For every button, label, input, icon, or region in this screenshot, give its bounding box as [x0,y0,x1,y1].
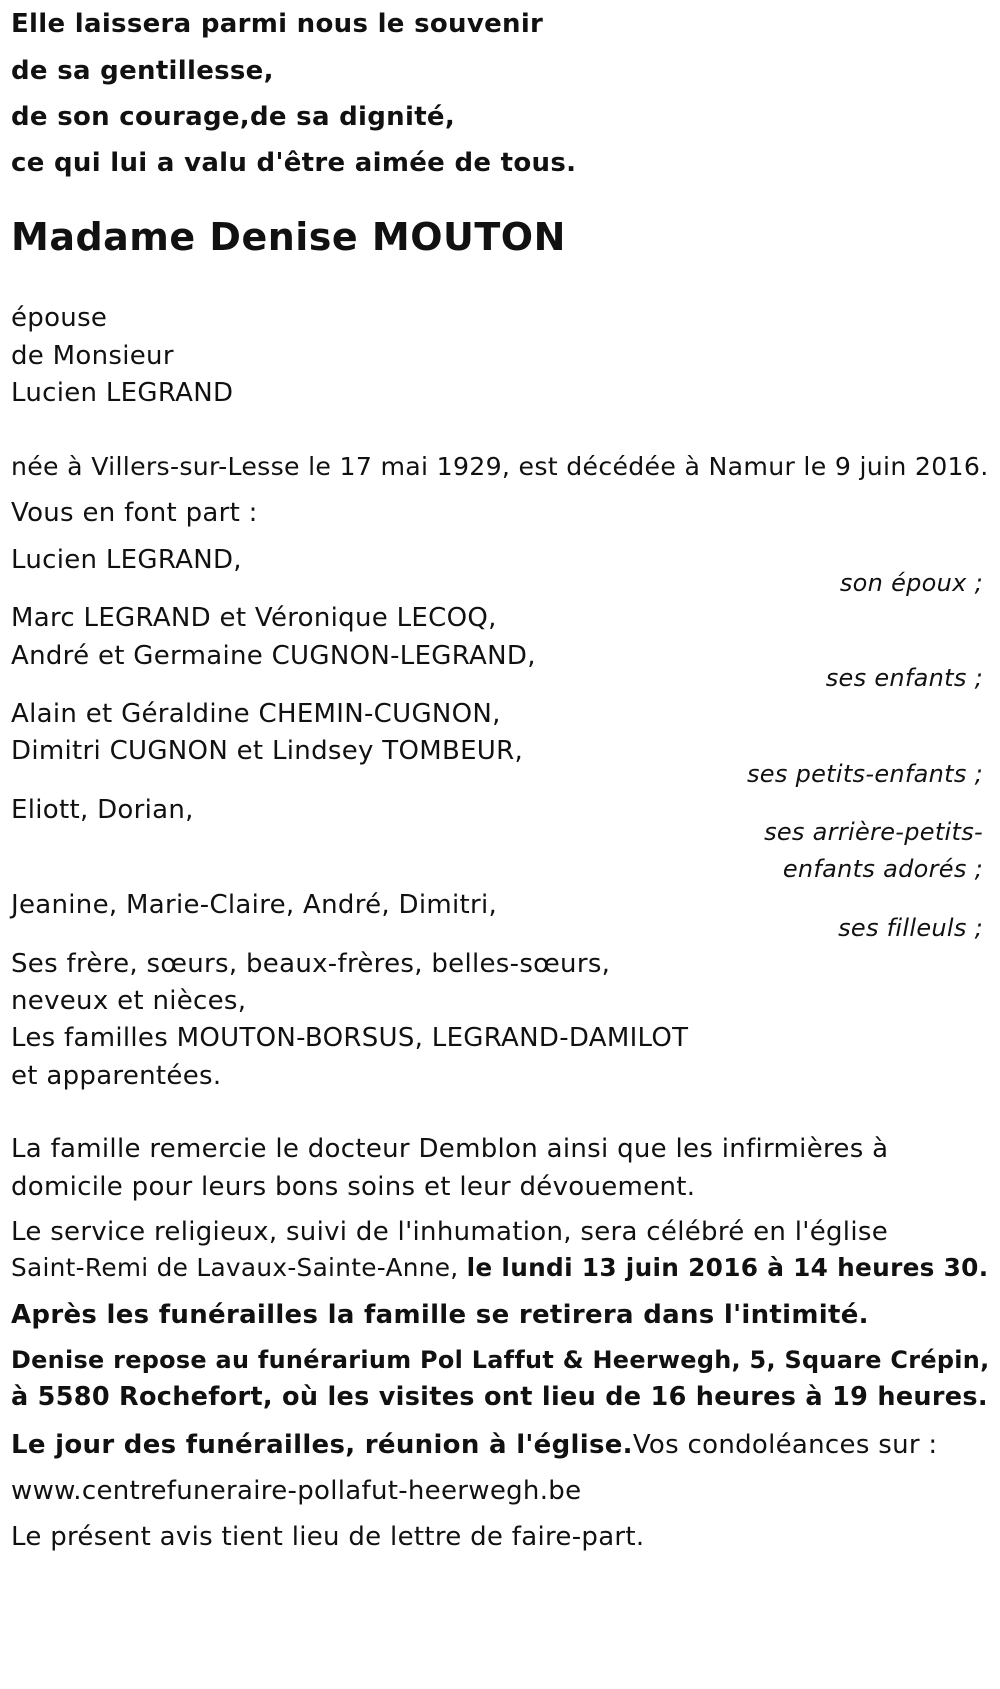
repose-line-2: à 5580 Rochefort, où les visites ont lieu de 16 heures à 19 heures. [11,1382,988,1412]
grandchildren-line-2: Dimitri CUGNON et Lindsey TOMBEUR, [11,736,524,766]
thanks-line-2: domicile pour leurs bons soins et leur dévouement. [11,1172,696,1202]
spouse-line-2: de Monsieur [11,341,174,371]
children-line-2: André et Germaine CUGNON-LEGRAND, [11,641,536,671]
meeting-info: Le jour des funérailles, réunion à l'église. [11,1430,633,1460]
service-line-1: Le service religieux, suivi de l'inhumation, sera célébré en l'église [11,1217,888,1247]
thanks-line-1: La famille remercie le docteur Demblon ainsi que les infirmières à [11,1134,889,1164]
meeting-line [11,1432,937,1458]
role-grandchildren: ses petits-enfants ; [746,760,983,788]
service-line-2 [11,1253,989,1282]
relatives-line-4: et apparentées. [11,1061,222,1091]
family-spouse: Lucien LEGRAND, [11,545,242,575]
closing-note: Le présent avis tient lieu de lettre de faire-part. [11,1522,645,1552]
condolences-label: Vos condoléances sur : [632,1430,938,1460]
relatives-line-1: Ses frère, sœurs, beaux-frères, belles-sœurs, [11,949,611,979]
service-church: Saint-Remi de Lavaux-Sainte-Anne, [11,1253,467,1282]
intro-line-4: ce qui lui a valu d'être aimée de tous. [11,148,577,178]
spouse-line-1: épouse [11,303,108,333]
relatives-line-2: neveux et nièces, [11,986,247,1016]
great-grandchildren: Eliott, Dorian, [11,795,194,825]
relatives-line-3: Les familles MOUTON-BORSUS, LEGRAND-DAMILOT [11,1023,689,1053]
intro-line-1: Elle laissera parmi nous le souvenir [11,9,544,39]
page-title: Madame Denise MOUTON [11,215,566,259]
role-great-grandchildren-1: ses arrière-petits- [764,818,983,846]
role-spouse: son époux ; [839,569,983,597]
children-line-1: Marc LEGRAND et Véronique LECOQ, [11,603,497,633]
godchildren: Jeanine, Marie-Claire, André, Dimitri, [11,890,498,920]
birth-death: née à Villers-sur-Lesse le 17 mai 1929, est décédée à Namur le 9 juin 2016. [11,452,989,481]
grandchildren-line-1: Alain et Géraldine CHEMIN-CUGNON, [11,699,501,729]
after-funeral: Après les funérailles la famille se retirera dans l'intimité. [11,1300,869,1330]
service-date: le lundi 13 juin 2016 à 14 heures 30. [466,1253,989,1282]
website-link[interactable]: www.centrefuneraire-pollafut-heerwegh.be [11,1476,582,1506]
announce: Vous en font part : [11,498,258,528]
role-children: ses enfants ; [825,664,983,692]
role-great-grandchildren-2: enfants adorés ; [782,855,983,883]
spouse-line-3: Lucien LEGRAND [11,378,234,408]
intro-line-2: de sa gentillesse, [11,56,274,86]
repose-line-1: Denise repose au funérarium Pol Laffut & Heerwegh, 5, Square Crépin, [11,1346,990,1374]
intro-line-3: de son courage,de sa dignité, [11,102,456,132]
role-godchildren: ses filleuls ; [838,914,983,942]
